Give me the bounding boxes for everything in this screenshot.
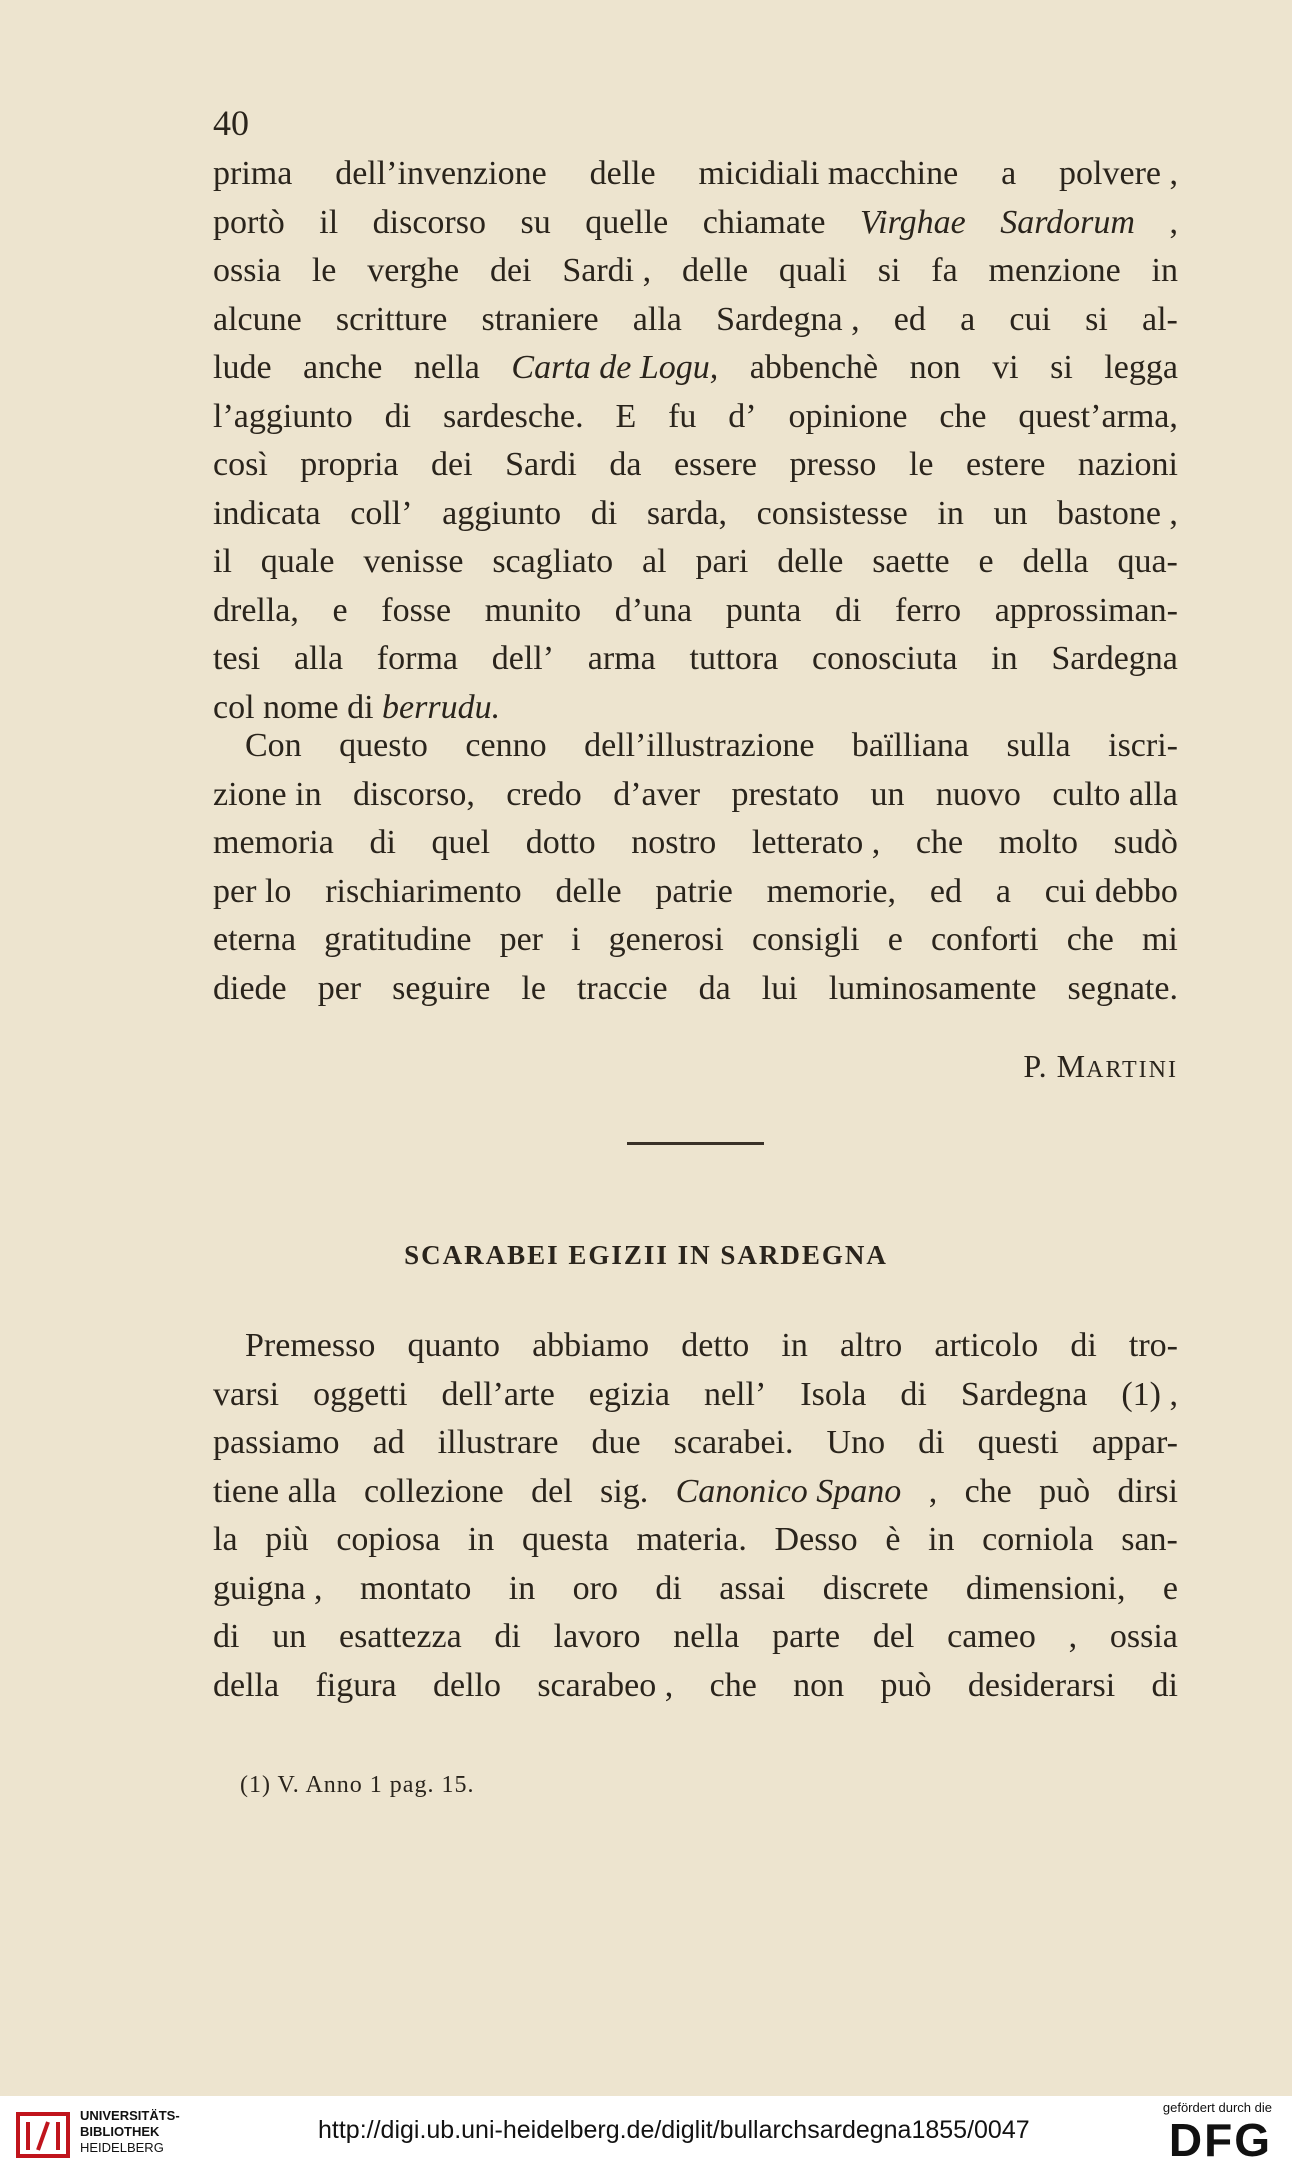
word: dell’illustrazione	[584, 727, 815, 764]
word: di	[384, 397, 412, 435]
word: è	[885, 1521, 901, 1558]
paragraph-1	[213, 150, 1178, 732]
word: sudò	[1113, 824, 1178, 861]
word: questo	[339, 727, 428, 764]
word: consigli	[751, 921, 860, 958]
word: prima	[213, 155, 293, 192]
word: discrete	[822, 1569, 929, 1607]
word: desiderarsi	[967, 1666, 1116, 1704]
page-number: 40	[213, 103, 249, 143]
institution-line-1: UNIVERSITÄTS-	[80, 2108, 180, 2123]
word: dei	[431, 446, 473, 483]
word: Uno	[826, 1424, 886, 1461]
word: che	[939, 397, 987, 435]
word: e	[332, 591, 348, 629]
word: arma	[587, 640, 656, 677]
word: letterato ,	[751, 824, 881, 861]
word: dello	[432, 1666, 501, 1704]
text-line	[213, 1371, 1178, 1420]
word: così	[213, 446, 268, 483]
word: a	[1001, 155, 1017, 192]
word: lui	[761, 969, 798, 1007]
word: patrie	[655, 872, 733, 910]
word: delle	[681, 252, 749, 289]
word: le	[521, 969, 546, 1007]
word: discorso	[372, 203, 486, 241]
word: Carta de Logu,	[511, 349, 719, 386]
university-library-logo-icon	[14, 2110, 72, 2160]
text-line	[213, 247, 1178, 296]
word: ,	[928, 1472, 938, 1510]
text-line	[213, 1419, 1178, 1468]
funder-label: gefördert durch die	[1162, 2100, 1272, 2115]
word: di	[655, 1569, 682, 1607]
word: cui	[1009, 300, 1051, 338]
text-line	[213, 344, 1178, 393]
word: generosi	[608, 921, 724, 958]
word: nella	[413, 349, 480, 386]
word: estere	[966, 446, 1046, 483]
word: assai	[719, 1569, 786, 1607]
word: vi	[992, 349, 1019, 386]
word: si	[1085, 300, 1108, 338]
word: dell’arte	[441, 1375, 555, 1413]
word: essere	[673, 446, 758, 483]
word: micidiali macchine	[698, 155, 959, 192]
word: i	[571, 921, 581, 958]
word: in	[781, 1327, 808, 1364]
word: ed	[929, 872, 962, 910]
word: delle	[777, 543, 844, 580]
word: egizia	[588, 1375, 670, 1413]
word: da	[698, 969, 731, 1007]
word: che	[709, 1666, 757, 1704]
word: fosse	[381, 591, 452, 629]
word: la	[213, 1521, 238, 1558]
word: berrudu.	[382, 688, 501, 726]
word: non	[793, 1666, 845, 1704]
word: Canonico Spano	[675, 1472, 902, 1510]
word: culto alla	[1052, 775, 1178, 813]
source-url-link[interactable]: http://digi.ub.uni-heidelberg.de/diglit/bullarchsardegna1855/0047	[318, 2116, 1030, 2144]
word: più	[265, 1521, 309, 1558]
word: in	[937, 494, 964, 532]
word: tuttora	[689, 640, 779, 677]
word: di	[369, 824, 396, 861]
word: in	[467, 1521, 495, 1558]
word: segnate.	[1067, 969, 1178, 1007]
word: sardesche.	[442, 397, 584, 435]
word: opinione	[788, 397, 908, 435]
word: alla	[632, 300, 682, 338]
word: conosciuta	[812, 640, 958, 677]
word: mi	[1141, 921, 1178, 958]
word: nuovo	[935, 775, 1021, 813]
word: conforti	[930, 921, 1039, 958]
word: ferro	[895, 591, 962, 629]
word: le	[311, 252, 337, 289]
word: materia.	[636, 1521, 747, 1558]
word: che	[964, 1472, 1012, 1510]
word: copiosa	[336, 1521, 441, 1558]
word: esattezza	[338, 1618, 462, 1655]
word: altro	[839, 1327, 903, 1364]
word: si	[877, 252, 901, 289]
word: del	[531, 1472, 573, 1510]
word: consistesse	[756, 494, 908, 532]
section-divider	[627, 1142, 764, 1145]
institution-name	[80, 2108, 180, 2156]
word: polvere ,	[1059, 155, 1178, 192]
word: articolo	[934, 1327, 1039, 1364]
paragraph-2	[213, 722, 1178, 1013]
word: ,	[1169, 203, 1178, 241]
word: nell’	[703, 1375, 767, 1413]
word: qua-	[1117, 543, 1178, 580]
signature-name-first: M	[1056, 1048, 1087, 1084]
word: di	[900, 1375, 927, 1413]
word: ,	[1068, 1618, 1078, 1655]
text-line	[213, 635, 1178, 684]
word: il	[213, 543, 232, 580]
word: quali	[778, 252, 847, 289]
word: anche	[303, 349, 383, 386]
word: per lo	[213, 872, 292, 910]
word: dei	[489, 252, 532, 289]
word: di	[347, 688, 374, 726]
text-line	[213, 199, 1178, 248]
word: figura	[315, 1666, 397, 1704]
word: luminosamente	[828, 969, 1037, 1007]
word: al-	[1142, 300, 1178, 338]
word: saette	[872, 543, 950, 580]
word: nostro	[631, 824, 717, 861]
text-line	[213, 441, 1178, 490]
paragraph-3	[213, 1322, 1178, 1710]
word: propria	[300, 446, 399, 483]
word: rischiarimento	[325, 872, 522, 910]
word: straniere	[481, 300, 599, 338]
word: di	[590, 494, 618, 532]
word: di	[834, 591, 862, 629]
word: indicata	[213, 494, 321, 532]
word: Premesso	[245, 1327, 376, 1364]
text-line	[213, 965, 1178, 1014]
word: lude	[213, 349, 272, 386]
word: ossia	[1109, 1618, 1178, 1655]
word: al	[642, 543, 667, 580]
word: punta	[725, 591, 802, 629]
signature-initial: P.	[1023, 1048, 1048, 1084]
word: a	[960, 300, 976, 338]
word: san-	[1121, 1521, 1178, 1558]
word: della	[1022, 543, 1089, 580]
word: diede	[213, 969, 287, 1007]
word: Virghae	[859, 203, 966, 241]
word: dell’	[491, 640, 555, 677]
word: sarda,	[646, 494, 728, 532]
word: varsi	[213, 1375, 280, 1413]
word: in	[991, 640, 1018, 677]
word: dell’invenzione	[335, 155, 547, 192]
text-line	[213, 771, 1178, 820]
word: Sardegna ,	[716, 300, 860, 338]
word: approssiman-	[994, 591, 1178, 629]
word: Sardi ,	[562, 252, 652, 289]
word: chiamate	[702, 203, 826, 241]
word: e	[978, 543, 994, 580]
word: zione in	[213, 775, 322, 813]
word: dirsi	[1117, 1472, 1178, 1510]
text-line	[213, 1565, 1178, 1614]
word: prestato	[731, 775, 840, 813]
word: oro	[572, 1569, 618, 1607]
word: eterna	[213, 921, 297, 958]
word: tiene alla	[213, 1472, 337, 1510]
word: alcune	[213, 300, 302, 338]
word: ad	[372, 1424, 405, 1461]
word: discorso,	[353, 775, 475, 813]
author-signature	[1023, 1048, 1178, 1085]
word: forma	[376, 640, 458, 677]
word: quel	[431, 824, 491, 861]
text-line	[213, 393, 1178, 442]
word: sulla	[1006, 727, 1071, 764]
word: sig.	[600, 1472, 649, 1510]
word: delle	[589, 155, 656, 192]
funder-block	[1163, 2100, 1272, 2165]
word: Sardegna	[1051, 640, 1178, 677]
word: lavoro	[553, 1618, 641, 1655]
word: memorie,	[766, 872, 897, 910]
word: aggiunto	[442, 494, 562, 532]
word: un	[870, 775, 905, 813]
dfg-logo: DFG	[1168, 2114, 1272, 2166]
word: abbenchè	[749, 349, 879, 386]
digitization-footer	[0, 2096, 1292, 2169]
word: in	[928, 1521, 955, 1558]
word: cui debbo	[1044, 872, 1178, 910]
word: e	[1162, 1569, 1178, 1607]
text-line	[213, 1516, 1178, 1565]
word: di	[494, 1618, 521, 1655]
word: quest’arma,	[1018, 397, 1178, 435]
text-line	[213, 1613, 1178, 1662]
word: parte	[772, 1618, 841, 1655]
word: del	[872, 1618, 915, 1655]
word: di	[1070, 1327, 1097, 1364]
word: della	[213, 1666, 280, 1704]
word: (1) ,	[1121, 1375, 1178, 1413]
text-line	[213, 1468, 1178, 1517]
word: ossia	[213, 252, 281, 289]
word: oggetti	[313, 1375, 408, 1413]
word: Con	[245, 727, 302, 764]
word: d’aver	[613, 775, 701, 813]
word: illustrare	[437, 1424, 559, 1461]
text-line	[213, 1662, 1178, 1711]
word: montato	[359, 1569, 472, 1607]
text-line	[213, 538, 1178, 587]
text-line	[213, 150, 1178, 199]
word: seguire	[392, 969, 491, 1007]
word: passiamo	[213, 1424, 340, 1461]
word: d’una	[614, 591, 693, 629]
word: dimensioni,	[965, 1569, 1126, 1607]
word: scritture	[335, 300, 448, 338]
word: che	[915, 824, 964, 861]
word: menzione	[988, 252, 1121, 289]
word: Sardegna	[960, 1375, 1088, 1413]
section-heading: SCARABEI EGIZII IN SARDEGNA	[404, 1240, 888, 1270]
word: scarabei.	[673, 1424, 794, 1461]
word: fu	[668, 397, 697, 435]
word: può	[880, 1666, 932, 1704]
word: ed	[893, 300, 926, 338]
word: coll’	[350, 494, 413, 532]
word: bastone ,	[1057, 494, 1178, 532]
word: fa	[931, 252, 958, 289]
word: in	[1151, 252, 1178, 289]
word: Sardorum	[1000, 203, 1135, 241]
word: quelle	[585, 203, 669, 241]
signature-name-rest: ARTINI	[1086, 1057, 1178, 1083]
word: venisse	[363, 543, 464, 580]
text-line	[213, 296, 1178, 345]
word: in	[508, 1569, 536, 1607]
word: tro-	[1128, 1327, 1178, 1364]
word: quale	[260, 543, 335, 580]
text-line	[213, 1322, 1178, 1371]
text-line	[213, 819, 1178, 868]
word: legga	[1104, 349, 1178, 386]
word: di	[918, 1424, 945, 1461]
word: di	[1151, 1666, 1178, 1704]
word: nome	[263, 688, 339, 726]
word: tesi	[213, 640, 261, 677]
word: E	[615, 397, 637, 435]
word: alla	[293, 640, 344, 677]
word: l’aggiunto	[213, 397, 353, 435]
word: gratitudine	[324, 921, 472, 958]
word: le	[908, 446, 934, 483]
word: scagliato	[492, 543, 614, 580]
text-line	[213, 722, 1178, 771]
word: appar-	[1091, 1424, 1178, 1461]
word: col	[213, 688, 255, 726]
word: collezione	[364, 1472, 504, 1510]
word: drella,	[213, 591, 299, 629]
word: dotto	[525, 824, 596, 861]
text-line	[213, 587, 1178, 636]
word: munito	[484, 591, 582, 629]
institution-line-2: BIBLIOTHEK	[80, 2124, 160, 2139]
word: memoria	[213, 824, 334, 861]
word: verghe	[367, 252, 460, 289]
word: iscri-	[1108, 727, 1178, 764]
word: un	[272, 1618, 307, 1655]
word: nella	[673, 1618, 740, 1655]
word: questi	[977, 1424, 1059, 1461]
word: due	[591, 1424, 641, 1461]
word: a	[995, 872, 1011, 910]
text-line	[213, 490, 1178, 539]
word: traccie	[576, 969, 668, 1007]
word: pari	[695, 543, 749, 580]
word: corniola	[982, 1521, 1094, 1558]
word: cenno	[465, 727, 547, 764]
word: cameo	[947, 1618, 1036, 1655]
word: nazioni	[1077, 446, 1178, 483]
word: che	[1066, 921, 1114, 958]
word: Sardi	[505, 446, 577, 483]
word: il	[319, 203, 339, 241]
text-line	[213, 916, 1178, 965]
word: guigna ,	[213, 1569, 323, 1607]
word: abbiamo	[532, 1327, 650, 1364]
word: non	[909, 349, 961, 386]
word: su	[520, 203, 551, 241]
word: Desso	[774, 1521, 858, 1558]
word: di	[213, 1618, 240, 1655]
word: si	[1050, 349, 1073, 386]
word: baïlliana	[851, 727, 969, 764]
word: un	[993, 494, 1028, 532]
institution-line-3: HEIDELBERG	[80, 2140, 164, 2155]
word: presso	[789, 446, 877, 483]
word: scarabeo ,	[537, 1666, 674, 1704]
word: quanto	[407, 1327, 500, 1364]
word: d’	[728, 397, 757, 435]
word: questa	[521, 1521, 609, 1558]
footnote: (1) V. Anno 1 pag. 15.	[240, 1772, 475, 1798]
word: credo	[506, 775, 582, 813]
word: per	[499, 921, 543, 958]
word: Isola	[800, 1375, 867, 1413]
word: e	[887, 921, 903, 958]
word: delle	[555, 872, 622, 910]
word: da	[609, 446, 642, 483]
word: per	[317, 969, 362, 1007]
word: molto	[998, 824, 1079, 861]
text-line	[213, 868, 1178, 917]
word: può	[1039, 1472, 1091, 1510]
word: detto	[681, 1327, 750, 1364]
word: portò	[213, 203, 285, 241]
